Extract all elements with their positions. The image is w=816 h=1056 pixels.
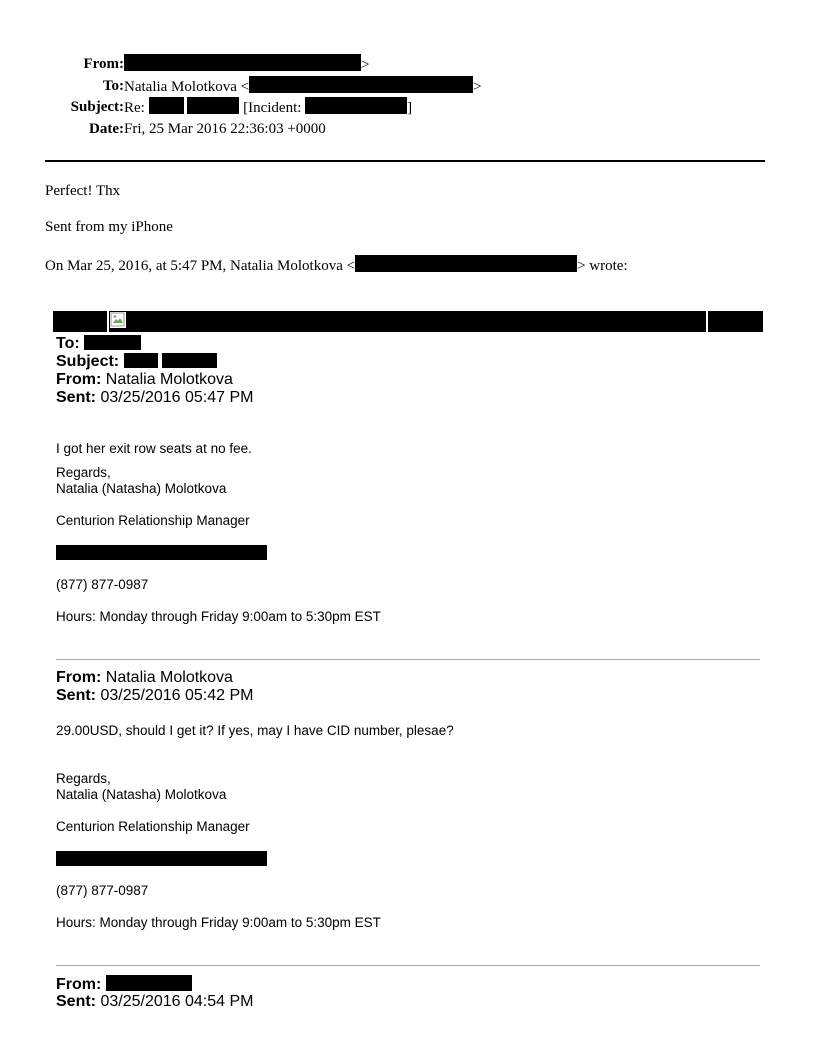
message1-to-label: To: <box>56 335 80 352</box>
subject-label: Subject: <box>70 99 124 115</box>
broken-image-icon <box>110 312 126 328</box>
header-subject-row <box>0 97 520 119</box>
message1-hours: Hours: Monday through Friday 9:00am to 5:30pm EST <box>56 609 381 624</box>
quote-suffix: > wrote: <box>577 258 628 274</box>
message1-sent-row <box>56 389 253 407</box>
message1-sent-label: Sent: <box>56 389 96 406</box>
message3-sent-label: Sent: <box>56 993 96 1010</box>
message2-signature-name: Natalia (Natasha) Molotkova <box>56 787 227 802</box>
message1-signature-title: Centurion Relationship Manager <box>56 513 250 528</box>
to-label: To: <box>102 77 124 94</box>
from-label: From: <box>83 56 124 72</box>
message3-sent-row <box>56 993 253 1011</box>
redaction-block <box>106 975 192 991</box>
message1-subject-label: Subject: <box>56 353 120 370</box>
message2-regards: Regards, <box>56 771 111 786</box>
message2-from-row <box>56 669 233 687</box>
redaction-block <box>149 97 184 114</box>
header-divider <box>45 160 765 162</box>
redaction-block <box>124 353 158 368</box>
redaction-block <box>355 255 577 272</box>
message1-from-value: Natalia Molotkova <box>105 371 233 388</box>
message2-signature-title: Centurion Relationship Manager <box>56 819 250 834</box>
message3-from-label: From: <box>56 976 102 993</box>
message1-regards: Regards, <box>56 465 111 480</box>
redaction-block <box>162 353 217 368</box>
to-name: Natalia Molotkova < <box>124 78 250 95</box>
redaction-block <box>187 97 239 114</box>
reply-signature: Sent from my iPhone <box>45 219 173 235</box>
quote-intro <box>45 255 628 275</box>
redaction-block <box>84 335 141 350</box>
message3-sent-value: 03/25/2016 04:54 PM <box>100 993 254 1010</box>
redaction-block <box>305 97 407 114</box>
message3-from-row <box>56 975 192 994</box>
redaction-block <box>249 76 473 93</box>
message2-sent-value: 03/25/2016 05:42 PM <box>100 687 254 704</box>
subject-suffix: ] <box>407 100 413 116</box>
from-suffix: > <box>361 57 370 73</box>
redaction-block <box>56 545 267 560</box>
banner-divider <box>706 311 708 332</box>
message2-sent-row <box>56 687 253 705</box>
quote-prefix: On Mar 25, 2016, at 5:47 PM, Natalia Molotkova < <box>45 258 356 274</box>
message1-subject-row <box>56 353 217 371</box>
redaction-block <box>56 851 267 866</box>
header-to-row <box>0 76 520 98</box>
message1-to-row <box>56 335 141 353</box>
message2-sent-label: Sent: <box>56 687 96 704</box>
message1-from-row <box>56 371 233 389</box>
date-label: Date: <box>89 120 124 137</box>
email-header <box>0 54 520 140</box>
message2-from-label: From: <box>56 669 102 686</box>
header-from-row <box>0 54 520 76</box>
header-date-row <box>0 119 520 141</box>
message-divider <box>56 965 760 966</box>
message2-hours: Hours: Monday through Friday 9:00am to 5:30pm EST <box>56 915 381 930</box>
message-divider <box>56 659 760 660</box>
subject-prefix: Re: <box>124 100 145 116</box>
redaction-block <box>124 54 361 71</box>
date-value: Fri, 25 Mar 2016 22:36:03 +0000 <box>124 120 326 137</box>
message1-signature-name: Natalia (Natasha) Molotkova <box>56 481 227 496</box>
message2-body: 29.00USD, should I get it? If yes, may I have CID number, plesae? <box>56 723 454 738</box>
to-suffix: > <box>473 78 482 95</box>
message2-from-value: Natalia Molotkova <box>105 669 233 686</box>
message1-sent-value: 03/25/2016 05:47 PM <box>100 389 254 406</box>
message2-phone: (877) 877-0987 <box>56 883 149 898</box>
message1-from-label: From: <box>56 371 102 388</box>
subject-incident: [Incident: <box>243 100 302 116</box>
redacted-banner <box>53 311 763 332</box>
banner-divider <box>107 311 109 332</box>
message1-phone: (877) 877-0987 <box>56 577 149 592</box>
message1-body: I got her exit row seats at no fee. <box>56 441 252 456</box>
reply-line: Perfect! Thx <box>45 183 121 199</box>
